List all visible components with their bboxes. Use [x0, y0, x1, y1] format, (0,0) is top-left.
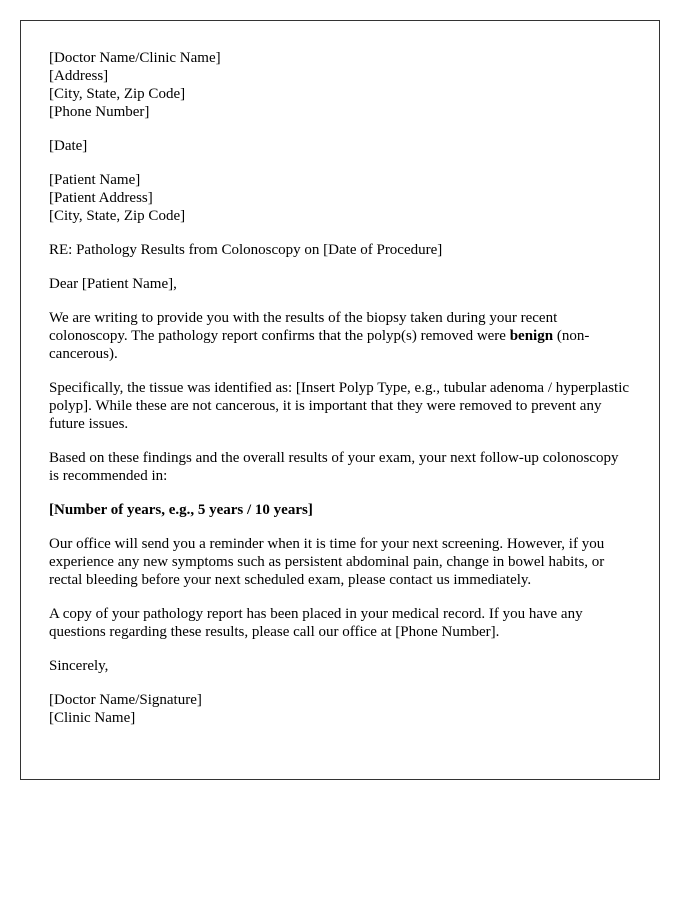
recipient-name: [Patient Name] [49, 172, 141, 188]
date-block [49, 137, 631, 155]
followup-interval-bold: [Number of years, e.g., 5 years / 10 years] [49, 502, 313, 518]
subject-line: RE: Pathology Results from Colonoscopy on [Date of Procedure] [49, 242, 443, 258]
recipient-address: [Patient Address] [49, 190, 153, 206]
sender-name: [Doctor Name/Clinic Name] [49, 50, 221, 66]
results-text-start: We are writing to provide you with the results of the biopsy taken during your recent colonoscopy. The pathology report confirms that the polyp(s) removed were [49, 310, 558, 344]
benign-emphasis: benign [509, 328, 554, 344]
body-paragraph-followup: Based on these findings and the overall results of your exam, your next follow-up colonoscopy is recommended in: [49, 450, 619, 484]
signature-clinic: [Clinic Name] [49, 710, 136, 726]
salutation: Dear [Patient Name], [49, 276, 177, 292]
body-paragraph-record: A copy of your pathology report has been placed in your medical record. If you have any questions regarding these results, please call our office at [Phone Number]. [49, 606, 583, 640]
sender-phone: [Phone Number] [49, 104, 150, 120]
body-paragraph-tissue-type: Specifically, the tissue was identified as: [Insert Polyp Type, e.g., tubular adenoma / hyperplastic polyp]. While these are not cancerous, it is important that they were removed to prevent any future issues. [49, 380, 630, 432]
recipient-block [49, 171, 631, 225]
body-paragraph-results [49, 309, 631, 363]
closing: Sincerely, [49, 658, 109, 674]
body-paragraph-reminder: Our office will send you a reminder when it is time for your next screening. However, if you experience any new symptoms such as persistent abdominal pain, change in bowel habits, or rectal bleeding before your next scheduled exam, please contact us immediately. [49, 536, 605, 588]
signature-block [49, 691, 631, 727]
recipient-city-state-zip: [City, State, Zip Code] [49, 208, 186, 224]
letter-date: [Date] [49, 138, 88, 154]
followup-interval [49, 501, 631, 519]
sender-city-state-zip: [City, State, Zip Code] [49, 86, 186, 102]
results-text-end: (non-cancerous). [49, 328, 590, 362]
signature-name: [Doctor Name/Signature] [49, 692, 202, 708]
sender-address: [Address] [49, 68, 109, 84]
sender-block [49, 49, 631, 121]
letter-page [20, 20, 660, 780]
